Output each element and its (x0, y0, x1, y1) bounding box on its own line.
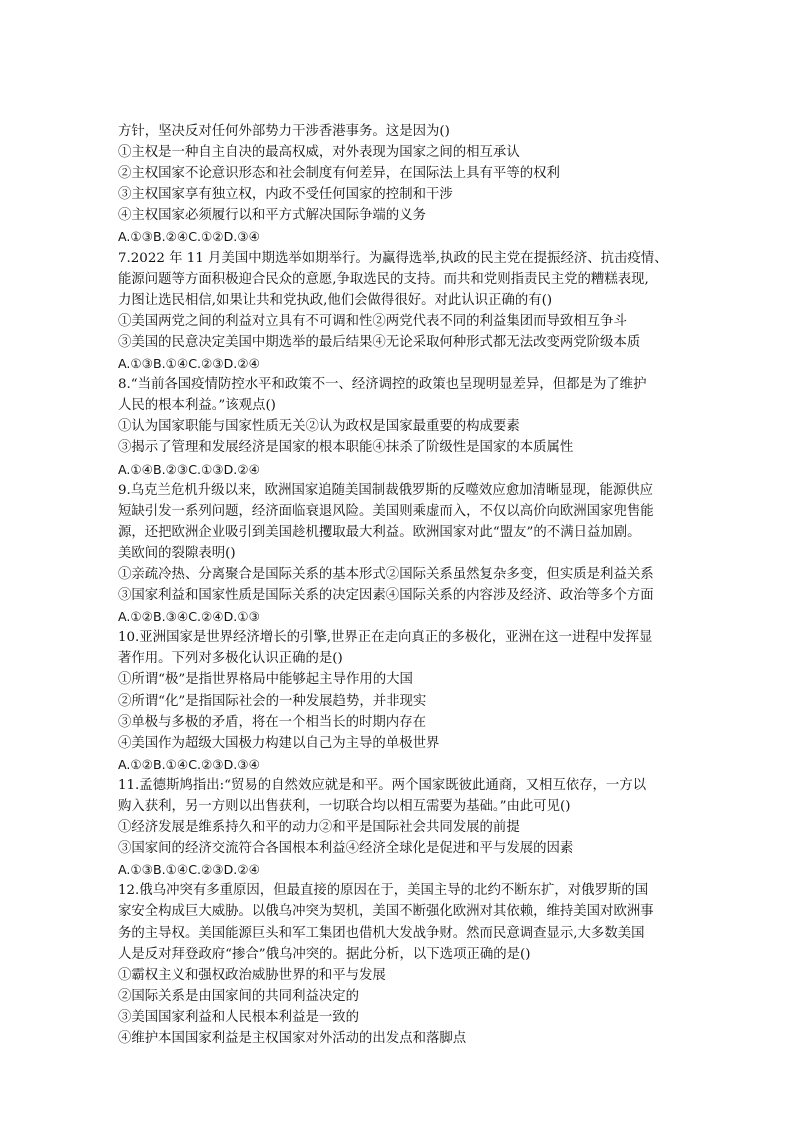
option-line: ③揭示了管理和发展经济是国家的根本职能④抹杀了阶级性是国家的本质属性 (118, 440, 574, 456)
option-line: ①亲疏冷热、分离聚合是国际关系的基本形式②国际关系虽然复杂多变，但实质是利益关系 (118, 566, 654, 582)
text-line: 能源问题等方面积极迎合民众的意愿,争取选民的支持。而共和党则指责民主党的糟糕表现, (118, 271, 649, 287)
answer-choices: A.①④B.②③C.①③D.②④ (118, 461, 260, 477)
answer-choices: A.①③B.①④C.②③D.②④ (118, 356, 260, 372)
option-line: ③美国的民意决定美国中期选举的最后结果④无论采取何种形式都无法改变两党阶级本质 (118, 334, 641, 350)
option-line: ①经济发展是维系持久和平的动力②和平是国际社会共同发展的前提 (118, 820, 520, 836)
option-line: ③国家间的经济交流符合各国根本利益④经济全球化是促进和平与发展的因素 (118, 841, 574, 857)
text-line: 人民的根本利益。”该观点() (118, 398, 276, 414)
text-line: 著作用。下列对多极化认识正确的是() (118, 651, 343, 667)
option-line: ③主权国家享有独立权，内政不受任何国家的控制和干涉 (118, 187, 453, 203)
text-line: 源，还把欧洲企业吸引到美国趁机攫取最大利益。欧洲国家对此“盟友”的不满日益加剧。 (118, 524, 641, 540)
document-page (118, 121, 688, 1049)
option-line: ②主权国家不论意识形态和社会制度有何差异，在国际法上具有平等的权利 (118, 166, 560, 182)
option-line: ②国际关系是由国家间的共同利益决定的 (118, 988, 360, 1004)
question-9-text: 9.乌克兰危机升级以来，欧洲国家追随美国制裁俄罗斯的反噬效应愈加清晰显现，能源供应 (118, 482, 654, 498)
option-line: ③美国国家利益和人民根本利益是一致的 (118, 1009, 360, 1025)
option-line: ①认为国家职能与国家性质无关②认为政权是国家最重要的构成要素 (118, 419, 520, 435)
answer-choices: A.①②B.③④C.②④D.①③ (118, 609, 260, 625)
option-line: ③单极与多极的矛盾，将在一个相当长的时期内存在 (118, 714, 426, 730)
question-10-text: 10.亚洲国家是世界经济增长的引擎,世界正在走向真正的多极化，亚洲在这一进程中发挥显 (118, 630, 653, 646)
text-line: 方针，坚决反对任何外部势力干涉香港事务。这是因为() (118, 124, 450, 139)
text-line: 家安全构成巨大威胁。以俄乌冲突为契机，美国不断强化欧洲对其依赖，维持美国对欧洲事 (118, 904, 654, 920)
text-line: 短缺引发一系列问题，经济面临衰退风险。美国则乘虚而入，不仅以高价向欧洲国家兜售能 (118, 503, 654, 519)
answer-choices: A.①③B.②④C.①②D.③④ (118, 229, 260, 245)
option-line: ③国家利益和国家性质是国际关系的决定因素④国际关系的内容涉及经济、政治等多个方面 (118, 588, 654, 604)
option-line: ①主权是一种自主自决的最高权威，对外表现为国家之间的相互承认 (118, 145, 520, 161)
option-line: ④维护本国国家利益是主权国家对外活动的出发点和落脚点 (118, 1031, 467, 1047)
option-line: ④美国作为超级大国极力构建以自己为主导的单极世界 (118, 735, 440, 751)
text-line: 务的主导权。美国能源巨头和军工集团也借机大发战争财。然而民意调查显示,大多数美国 (118, 925, 645, 941)
answer-choices: A.①②B.①④C.②③D.③④ (118, 756, 260, 772)
option-line: ①所谓“极”是指世界格局中能够起主导作用的大国 (118, 672, 413, 688)
question-7-text: 7.2022 年 11 月美国中期选举如期举行。为赢得选举,执政的民主党在提振经济、抗击疫情、 (118, 250, 668, 266)
text-line: 美欧间的裂隙表明() (118, 545, 236, 561)
answer-choices: A.①③B.①④C.②③D.②④ (118, 862, 260, 878)
text-line: 力图让选民相信,如果让共和党执政,他们会做得很好。对此认识正确的有() (118, 292, 553, 308)
option-line: ①霸权主义和强权政治威胁世界的和平与发展 (118, 967, 386, 983)
option-line: ④主权国家必须履行以和平方式解决国际争端的义务 (118, 208, 426, 224)
question-12-text: 12.俄乌冲突有多重原因，但最直接的原因在于，美国主导的北约不断东扩，对俄罗斯的国 (118, 883, 649, 899)
question-8-text: 8.“当前各国疫情防控水平和政策不一、经济调控的政策也呈现明显差异，但都是为了维护 (118, 377, 647, 393)
text-line: 购入获利，另一方则以出售获利，一切联合均以相互需要为基础。”由此可见() (118, 799, 571, 814)
text-line: 人是反对拜登政府“掺合”俄乌冲突的。据此分析，以下选项正确的是() (118, 946, 531, 962)
question-11-text: 11.孟德斯鸠指出:“贸易的自然效应就是和平。两个国家既彼此通商，又相互依存，一方以 (118, 777, 647, 793)
option-line: ①美国两党之间的利益对立具有不可调和性②两党代表不同的利益集团而导致相互争斗 (118, 313, 627, 329)
option-line: ②所谓“化”是指国际社会的一种发展趋势，并非现实 (118, 693, 427, 709)
